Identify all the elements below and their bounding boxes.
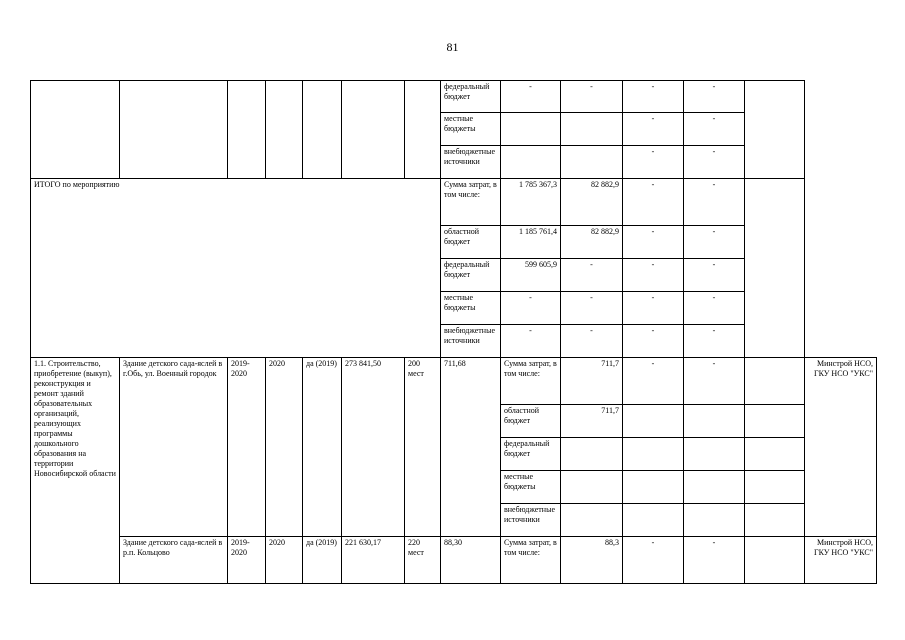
source-label: Сумма затрат, в том числе: bbox=[441, 179, 501, 226]
object-period: 2019-2020 bbox=[228, 537, 266, 584]
source-label: федеральный бюджет bbox=[501, 438, 561, 471]
value-cell: - bbox=[561, 292, 623, 325]
value-cell: - bbox=[623, 179, 684, 226]
value-cell: - bbox=[623, 226, 684, 259]
value-cell: 599 605,9 bbox=[501, 259, 561, 292]
object-year: 2020 bbox=[266, 358, 303, 537]
value-cell: - bbox=[623, 146, 684, 179]
cell-empty bbox=[303, 81, 342, 179]
source-label: внебюджетные источники bbox=[441, 325, 501, 358]
value-cell: - bbox=[623, 113, 684, 146]
object-year: 2020 bbox=[266, 537, 303, 584]
source-label: местные бюджеты bbox=[441, 292, 501, 325]
source-label: местные бюджеты bbox=[441, 113, 501, 146]
value-cell bbox=[623, 504, 684, 537]
source-label: местные бюджеты bbox=[501, 471, 561, 504]
value-cell bbox=[745, 537, 805, 584]
value-cell: - bbox=[623, 325, 684, 358]
value-cell: - bbox=[684, 146, 745, 179]
object-cost: 221 630,17 bbox=[342, 537, 405, 584]
value-cell: - bbox=[501, 292, 561, 325]
executor: Минстрой НСО, ГКУ НСО "УКС" bbox=[805, 537, 877, 584]
value-cell bbox=[684, 504, 745, 537]
value-cell: - bbox=[501, 325, 561, 358]
value-cell: - bbox=[684, 537, 745, 584]
table-row bbox=[31, 358, 877, 405]
source-label: Сумма затрат, в том числе: bbox=[501, 537, 561, 584]
object-capacity: 220 мест bbox=[405, 537, 441, 584]
value-cell bbox=[684, 438, 745, 471]
value-cell bbox=[745, 471, 805, 504]
value-cell: - bbox=[561, 81, 623, 113]
source-label: областной бюджет bbox=[441, 226, 501, 259]
value-cell: - bbox=[501, 81, 561, 113]
object-name: Здание детского сада-яслей в г.Обь, ул. Военный городок bbox=[120, 358, 228, 537]
itogo-label: ИТОГО по мероприятию bbox=[31, 179, 441, 358]
value-cell bbox=[745, 504, 805, 537]
object-cost: 273 841,50 bbox=[342, 358, 405, 537]
object-capacity: 200 мест bbox=[405, 358, 441, 537]
value-cell: - bbox=[684, 81, 745, 113]
cell-empty bbox=[120, 81, 228, 179]
value-cell: - bbox=[623, 81, 684, 113]
budget-table bbox=[30, 80, 877, 584]
value-cell: - bbox=[684, 292, 745, 325]
value-cell: 88,3 bbox=[561, 537, 623, 584]
value-cell: - bbox=[561, 325, 623, 358]
object-flag: да (2019) bbox=[303, 358, 342, 537]
table-row bbox=[31, 179, 877, 226]
value-cell: - bbox=[684, 113, 745, 146]
value-cell: 82 882,9 bbox=[561, 179, 623, 226]
value-cell bbox=[684, 471, 745, 504]
object-period: 2019-2020 bbox=[228, 358, 266, 537]
value-cell: - bbox=[561, 259, 623, 292]
executor: Минстрой НСО, ГКУ НСО "УКС" bbox=[805, 358, 877, 537]
table-row bbox=[31, 537, 877, 584]
value-cell: - bbox=[684, 358, 745, 405]
value-cell bbox=[623, 438, 684, 471]
value-cell bbox=[561, 113, 623, 146]
value-cell: - bbox=[623, 259, 684, 292]
cell-empty bbox=[31, 81, 120, 179]
cell-empty bbox=[342, 81, 405, 179]
value-cell: - bbox=[623, 358, 684, 405]
value-cell bbox=[561, 438, 623, 471]
value-cell: 711,7 bbox=[561, 358, 623, 405]
cell-empty bbox=[266, 81, 303, 179]
value-cell: - bbox=[684, 259, 745, 292]
value-cell: 711,7 bbox=[561, 405, 623, 438]
source-label: федеральный бюджет bbox=[441, 259, 501, 292]
source-label: внебюджетные источники bbox=[501, 504, 561, 537]
object-flag: да (2019) bbox=[303, 537, 342, 584]
value-cell bbox=[745, 405, 805, 438]
page-number: 81 bbox=[446, 40, 459, 54]
value-cell bbox=[501, 113, 561, 146]
source-label: внебюджетные источники bbox=[441, 146, 501, 179]
value-cell: 82 882,9 bbox=[561, 226, 623, 259]
object-value: 711,68 bbox=[441, 358, 501, 537]
cell-empty bbox=[228, 81, 266, 179]
value-cell bbox=[684, 405, 745, 438]
value-cell bbox=[623, 471, 684, 504]
table-row bbox=[31, 81, 877, 113]
object-value: 88,30 bbox=[441, 537, 501, 584]
value-cell bbox=[501, 146, 561, 179]
section-name: 1.1. Строительство, приобретение (выкуп), реконструкция и ремонт зданий образовательных организаций, реализующих программы дошкольного образования на территории Новосибирской области bbox=[31, 358, 120, 584]
value-cell: 1 785 367,3 bbox=[501, 179, 561, 226]
value-cell bbox=[623, 405, 684, 438]
value-cell: 1 185 761,4 bbox=[501, 226, 561, 259]
cell-empty bbox=[405, 81, 441, 179]
cell-empty bbox=[745, 81, 805, 179]
cell-empty bbox=[745, 179, 805, 358]
source-label: областной бюджет bbox=[501, 405, 561, 438]
value-cell bbox=[561, 471, 623, 504]
source-label: Сумма затрат, в том числе: bbox=[501, 358, 561, 405]
value-cell bbox=[561, 504, 623, 537]
object-name: Здание детского сада-яслей в р.п. Кольцово bbox=[120, 537, 228, 584]
value-cell bbox=[745, 358, 805, 405]
value-cell: - bbox=[623, 292, 684, 325]
value-cell: - bbox=[684, 325, 745, 358]
value-cell: - bbox=[623, 537, 684, 584]
source-label: федеральный бюджет bbox=[441, 81, 501, 113]
value-cell bbox=[745, 438, 805, 471]
value-cell: - bbox=[684, 226, 745, 259]
value-cell bbox=[561, 146, 623, 179]
value-cell: - bbox=[684, 179, 745, 226]
